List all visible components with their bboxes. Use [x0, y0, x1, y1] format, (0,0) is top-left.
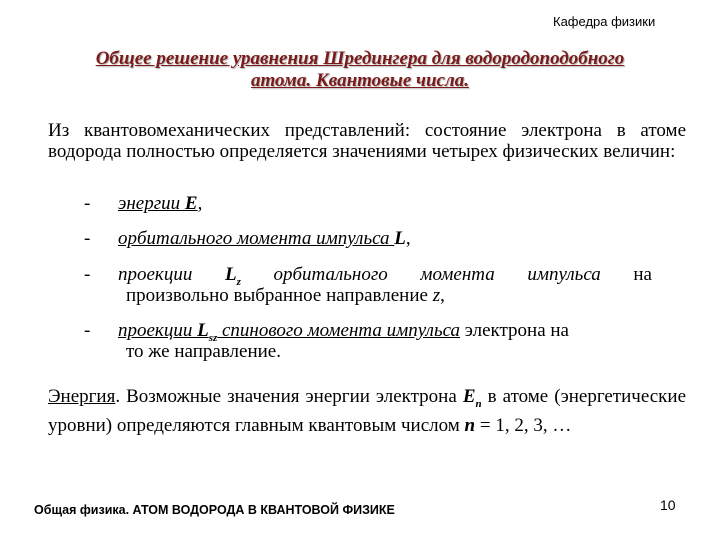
list-item-text: проекции $L_{sz}$ спинового момента импульса электрона на: [118, 320, 569, 344]
list-dash: -: [84, 264, 91, 285]
footer-course-title: Общая физика. АТОМ ВОДОРОДА В КВАНТОВОЙ ФИЗИКЕ: [34, 503, 395, 517]
department-label: Кафедра физики: [553, 14, 656, 29]
page-number: 10: [660, 497, 676, 513]
list-item-text: проекции $L_z$ орбитального момента импульса на: [118, 264, 652, 288]
title-line-1: Общее решение уравнения Шредингера для водородоподобного: [95, 48, 625, 69]
list-item-text: орбитального момента импульса L,: [118, 228, 411, 249]
intro-paragraph: Из квантовомеханических представлений: состояние электрона в атоме водорода полностью определяется значениями четырех физических величин:: [48, 120, 686, 162]
list-item-text: энергии E,: [118, 193, 203, 214]
slide-title: [40, 48, 680, 92]
list-item-continuation: произвольно выбранное направление z,: [126, 285, 445, 306]
energy-paragraph: Энергия. Возможные значения энергии электрона $E_n$ в атоме (энергетические уровни) определяются главным квантовым числом n = 1, 2, 3, …: [48, 386, 687, 436]
title-line-2: атома. Квантовые числа.: [251, 70, 469, 91]
list-dash: -: [84, 228, 91, 249]
list-item-continuation: то же направление.: [126, 341, 281, 362]
list-dash: -: [84, 320, 91, 341]
list-dash: -: [84, 193, 91, 214]
